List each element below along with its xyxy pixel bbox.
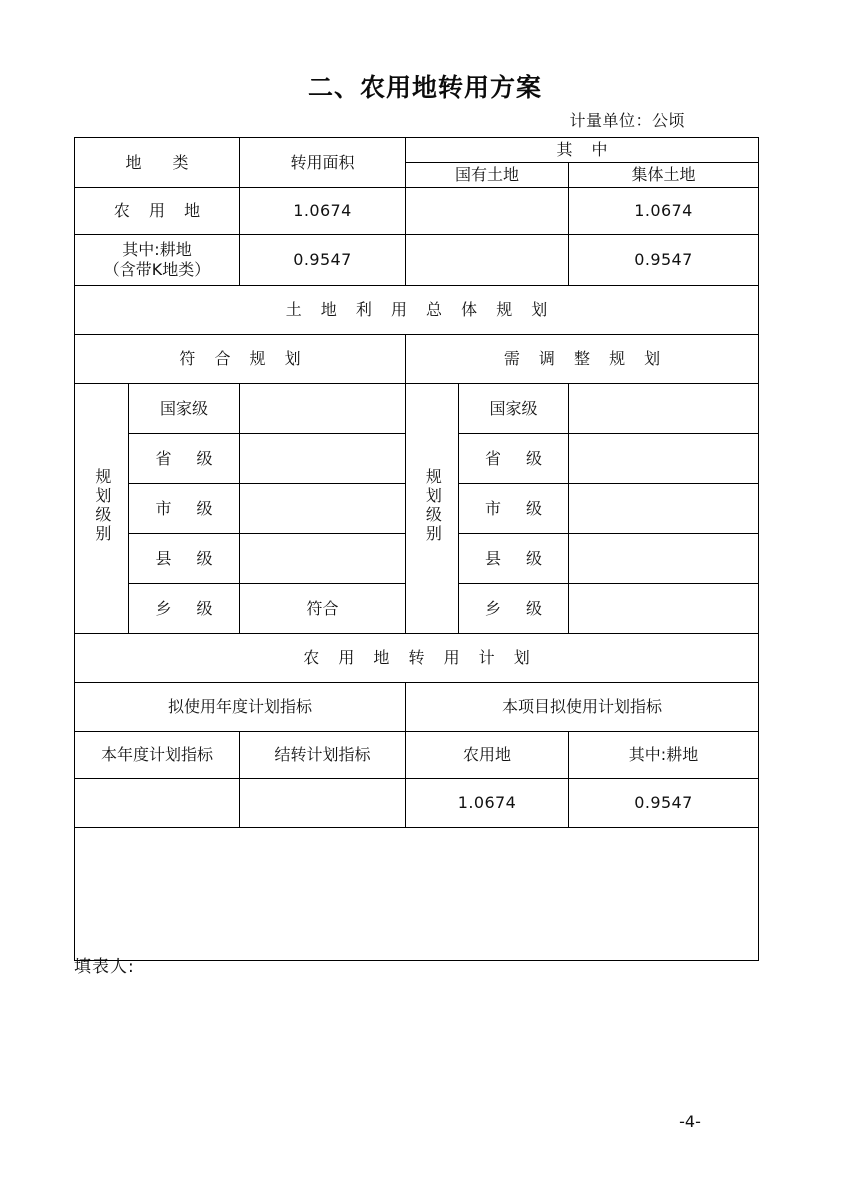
cell-project-cultivated-land[interactable]: 0.9547 bbox=[569, 779, 759, 828]
cell-agricultural-land-collective[interactable]: 1.0674 bbox=[569, 188, 759, 235]
section-header-land-use-plan: 土 地 利 用 总 体 规 划 bbox=[75, 286, 759, 335]
plan-value-county-left[interactable] bbox=[240, 534, 406, 584]
page-number-text: -4- bbox=[679, 1112, 701, 1131]
plan-level-municipal-left: 市 级 bbox=[129, 484, 240, 534]
cell-carryover-quota[interactable] bbox=[240, 779, 406, 828]
cell-agricultural-land-area[interactable]: 1.0674 bbox=[240, 188, 406, 235]
column-header-carryover-quota: 结转计划指标 bbox=[240, 732, 406, 779]
cell-agricultural-land-state-owned[interactable] bbox=[406, 188, 569, 235]
header-collective-land: 集体土地 bbox=[569, 163, 759, 188]
quota-subheader-row bbox=[75, 683, 759, 732]
plan-level-national-right: 国家级 bbox=[459, 384, 569, 434]
plan-value-county-right[interactable] bbox=[569, 534, 759, 584]
plan-value-township-left[interactable]: 符合 bbox=[240, 584, 406, 634]
plan-level-label-left-text: 规划级别 bbox=[92, 468, 112, 544]
subheader-project-quota: 本项目拟使用计划指标 bbox=[406, 683, 759, 732]
plan-level-label-right bbox=[406, 384, 459, 634]
notes-row bbox=[75, 828, 759, 961]
plan-value-national-left[interactable] bbox=[240, 384, 406, 434]
quota-column-header-row bbox=[75, 732, 759, 779]
section-header-row bbox=[75, 634, 759, 683]
plan-level-township-right: 乡 级 bbox=[459, 584, 569, 634]
plan-level-provincial-right: 省 级 bbox=[459, 434, 569, 484]
page-number bbox=[0, 1112, 850, 1131]
row-label-cultivated-land-line2: （含带K地类） bbox=[103, 260, 211, 279]
column-header-agricultural-land: 农用地 bbox=[406, 732, 569, 779]
measurement-unit-note: 计量单位：公顷 bbox=[569, 111, 685, 130]
plan-value-municipal-left[interactable] bbox=[240, 484, 406, 534]
row-label-agricultural-land: 农 用 地 bbox=[75, 188, 240, 235]
header-of-which: 其 中 bbox=[406, 138, 759, 163]
section-header-row bbox=[75, 286, 759, 335]
header-land-type: 地 类 bbox=[75, 138, 240, 188]
row-label-cultivated-land-line1: 其中:耕地 bbox=[122, 240, 192, 259]
subheader-conforming-plan: 符 合 规 划 bbox=[75, 335, 406, 384]
plan-value-provincial-left[interactable] bbox=[240, 434, 406, 484]
plan-value-township-right[interactable] bbox=[569, 584, 759, 634]
cell-cultivated-land-state-owned[interactable] bbox=[406, 235, 569, 286]
notes-area[interactable] bbox=[75, 828, 759, 961]
page-title: 二、农用地转用方案 bbox=[307, 73, 542, 102]
plan-level-national-left: 国家级 bbox=[129, 384, 240, 434]
table-row bbox=[75, 235, 759, 286]
subheader-adjustment-needed-plan: 需 调 整 规 划 bbox=[406, 335, 759, 384]
cell-current-year-quota[interactable] bbox=[75, 779, 240, 828]
plan-level-row bbox=[75, 384, 759, 434]
plan-level-label-left bbox=[75, 384, 129, 634]
column-header-current-year-quota: 本年度计划指标 bbox=[75, 732, 240, 779]
cell-cultivated-land-collective[interactable]: 0.9547 bbox=[569, 235, 759, 286]
table-row bbox=[75, 188, 759, 235]
signer-label: 填表人: bbox=[74, 957, 135, 977]
plan-value-national-right[interactable] bbox=[569, 384, 759, 434]
section-header-conversion-quota: 农 用 地 转 用 计 划 bbox=[75, 634, 759, 683]
plan-level-municipal-right: 市 级 bbox=[459, 484, 569, 534]
cell-project-agricultural-land[interactable]: 1.0674 bbox=[406, 779, 569, 828]
plan-value-municipal-right[interactable] bbox=[569, 484, 759, 534]
cell-cultivated-land-area[interactable]: 0.9547 bbox=[240, 235, 406, 286]
subheader-annual-quota: 拟使用年度计划指标 bbox=[75, 683, 406, 732]
plan-level-county-right: 县 级 bbox=[459, 534, 569, 584]
header-state-owned-land: 国有土地 bbox=[406, 163, 569, 188]
plan-level-county-left: 县 级 bbox=[129, 534, 240, 584]
header-converted-area: 转用面积 bbox=[240, 138, 406, 188]
quota-value-row bbox=[75, 779, 759, 828]
plan-level-label-right-text: 规划级别 bbox=[423, 468, 443, 544]
column-header-cultivated-land: 其中:耕地 bbox=[569, 732, 759, 779]
plan-level-township-left: 乡 级 bbox=[129, 584, 240, 634]
row-label-cultivated-land bbox=[75, 235, 240, 286]
farmland-conversion-table bbox=[74, 137, 758, 961]
plan-value-provincial-right[interactable] bbox=[569, 434, 759, 484]
plan-subheader-row bbox=[75, 335, 759, 384]
table-header-row-1 bbox=[75, 138, 759, 163]
plan-level-provincial-left: 省 级 bbox=[129, 434, 240, 484]
